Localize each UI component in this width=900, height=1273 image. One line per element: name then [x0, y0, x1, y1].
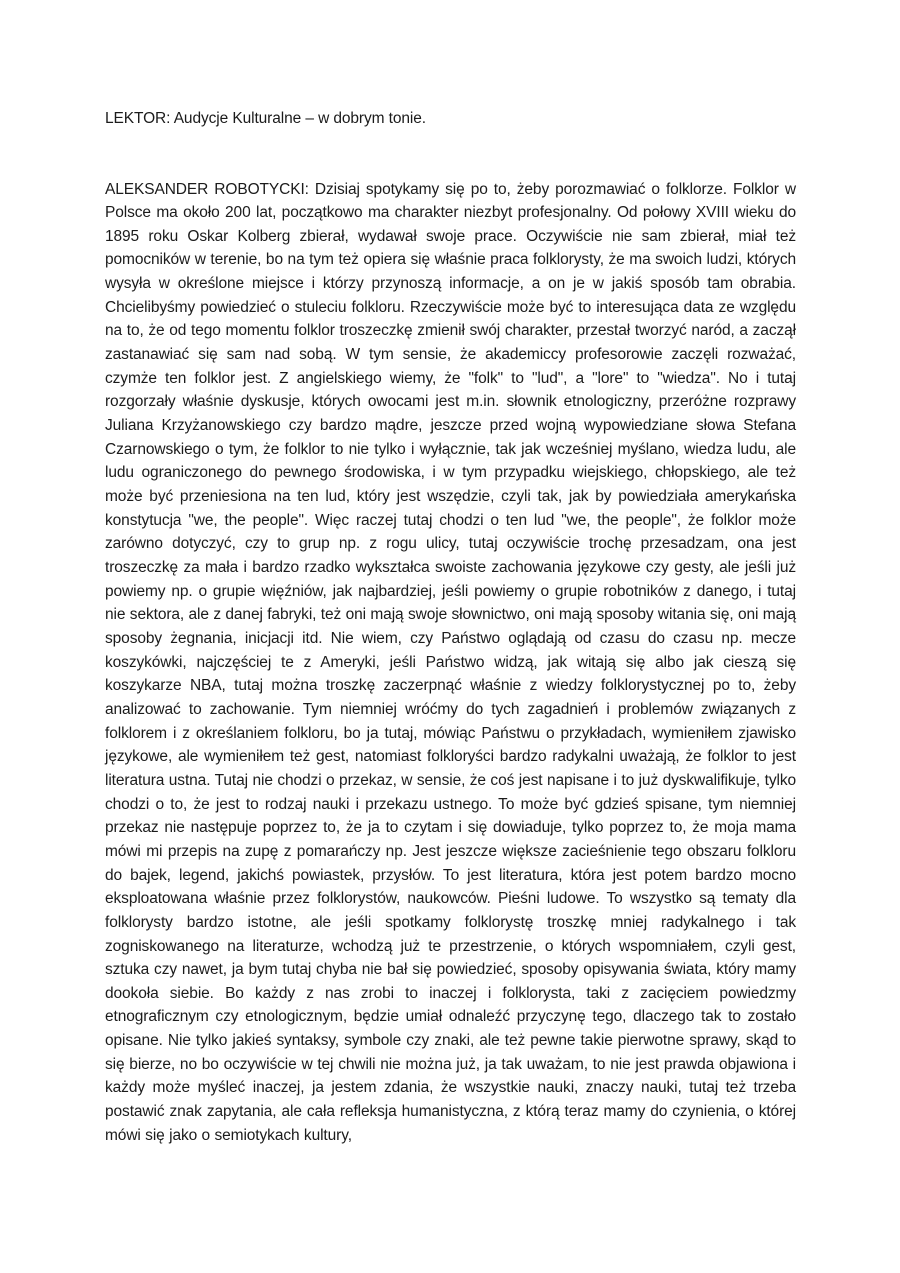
speaker-name: ALEKSANDER ROBOTYCKI: — [105, 180, 309, 198]
transcript-paragraph — [105, 178, 796, 1148]
speech-text: Dzisiaj spotykamy się po to, żeby porozmawiać o folklorze. Folklor w Polsce ma około 200 lat, początkowo ma charakter niezbyt profesjonalny. Od połowy XVIII wieku do 1895 roku Oskar Kolberg zbierał, wydawał swoje prace. Oczywiście nie sam zbierał, miał też pomocników w terenie, bo na tym też opiera się właśnie praca folklorysty, że ma swoich ludzi, których wysyła w określone miejsce i którzy przynoszą informacje, a on je w jakiś sposób tam obrabia. Chcielibyśmy powiedzieć o stuleciu folkloru. Rzeczywiście może być to interesująca data ze względu na to, że od tego momentu folklor troszeczkę zmienił swój charakter, przestał tworzyć naród, a zaczął zastanawiać się sam nad sobą. W tym sensie, że akademiccy profesorowie zaczęli rozważać, czymże ten folklor jest. Z angielskiego wiemy, że "folk" to "lud", a "lore" to "wiedza". No i tutaj rozgorzały właśnie dyskusje, których owocami jest m.in. słownik etnologiczny, przeróżne rozprawy Juliana Krzyżanowskiego czy bardzo mądre, jeszcze przed wojną wypowiedziane słowa Stefana Czarnowskiego o tym, że folklor to nie tylko i wyłącznie, tak jak wcześniej myślano, wiedza ludu, ale ludu ograniczonego do pewnego środowiska, i w tym przypadku wiejskiego, chłopskiego, ale też może być przeniesiona na ten lud, który jest wszędzie, czyli tak, jak by powiedziała amerykańska konstytucja "we, the people". Więc raczej tutaj chodzi o ten lud "we, the people", że folklor może zarówno dotyczyć, czy to grup np. z rogu ulicy, tutaj oczywiście trochę przesadzam, ona jest troszeczkę za mała i bardzo rzadko wykształca swoiste zachowania językowe czy gesty, ale jeśli już powiemy np. o grupie więźniów, jak najbardziej, jeśli powiemy o grupie robotników z danego, i tutaj nie sektora, ale z danej fabryki, też oni mają swoje słownictwo, oni mają sposoby witania się, oni mają sposoby żegnania, inicjacji itd. Nie wiem, czy Państwo oglądają od czasu do czasu np. mecze koszykówki, najczęściej te z Ameryki, jeśli Państwo widzą, jak witają się albo jak cieszą się koszykarze NBA, tutaj można troszkę zaczerpnąć właśnie z wiedzy folklorystycznej po to, żeby analizować to zachowanie. Tym niemniej wróćmy do tych zagadnień i problemów związanych z folklorem i z określaniem folkloru, bo ja tutaj, mówiąc Państwu o przykładach, wymieniłem zjawisko językowe, ale wymieniłem też gest, natomiast folkloryści bardzo radykalni uważają, że folklor to jest literatura ustna. Tutaj nie chodzi o przekaz, w sensie, że coś jest napisane i to już dyskwalifikuje, tylko chodzi o to, że jest to rodzaj nauki i przekazu ustnego. To może być gdzieś spisane, tym niemniej przekaz nie następuje poprzez to, że ja to czytam i się dowiaduje, tylko poprzez to, że moja mama mówi mi przepis na zupę z pomarańczy np. Jest jeszcze większe zacieśnienie tego obszaru folkloru do bajek, legend, jakichś powiastek, przysłów. To jest literatura, która jest potem bardzo mocno eksploatowana właśnie przez folklorystów, naukowców. Pieśni ludowe. To wszystko są tematy dla folklorysty bardzo istotne, ale jeśli spotkamy folklorystę troszkę mniej radykalnego i tak zogniskowanego na literaturze, wchodzą już te przestrzenie, o których wspomniałem, czyli gest, sztuka czy nawet, ja bym tutaj chyba nie bał się powiedzieć, sposoby opisywania świata, który mamy dookoła siebie. Bo każdy z nas zrobi to inaczej i folklorysta, taki z zacięciem powiedzmy etnograficznym czy etnologicznym, będzie umiał odnaleźć przyczynę tego, dlaczego tak to zostało opisane. Nie tylko jakieś syntaksy, symbole czy znaki, ale też pewne takie pierwotne sprawy, skąd to się bierze, no bo oczywiście w tej chwili nie można już, ja tak uważam, to nie jest prawda objawiona i każdy może myśleć inaczej, ja jestem zdania, że wszystkie nauki, znaczy nauki, tutaj też trzeba postawić znak zapytania, ale cała refleksja humanistyczna, z którą teraz mamy do czynienia, o której mówi się jako o semiotykach kultury, — [105, 180, 796, 1144]
transcript-page — [105, 107, 796, 1163]
lector-header-line: LEKTOR: Audycje Kulturalne – w dobrym tonie. — [105, 110, 426, 127]
